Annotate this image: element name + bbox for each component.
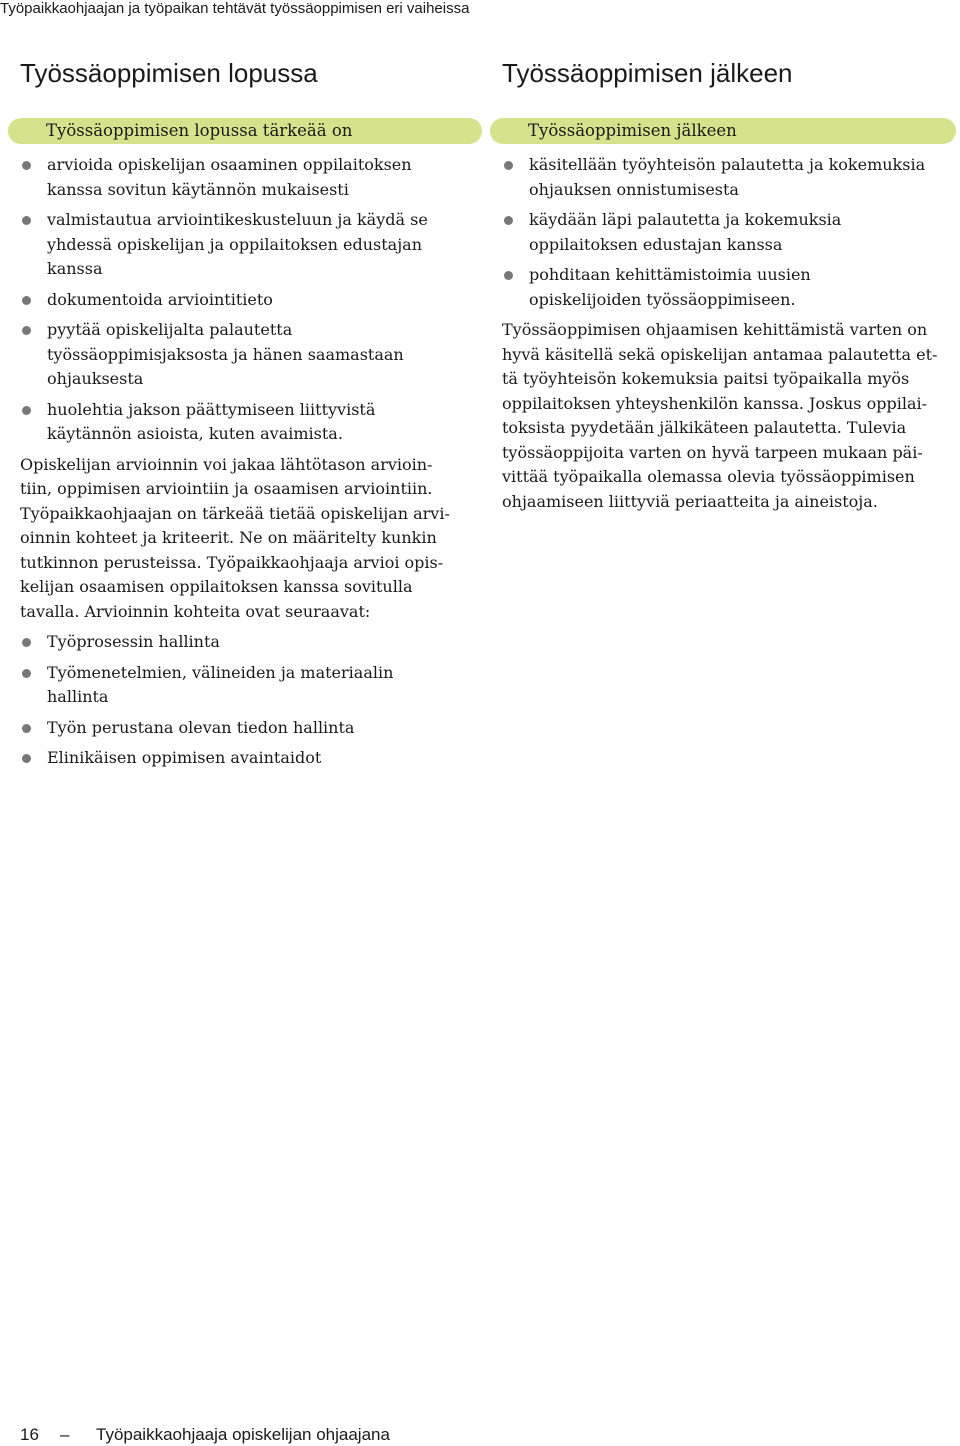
assessment-paragraph: Opiskelijan arvioinnin voi jakaa lähtötason arvioin- tiin, oppimisen arviointiin ja osaamisen arviointiin. Työpaikkaohjaajan on tärkeää tietää opiskelijan arvi- oinnin kohteet ja kriteerit. Ne on määritelty kunkin tutkinnon perusteissa. Työpaikkaohjaaja arvioi opis- kelijan osaamisen oppilaitoksen kanssa sovitulla tavalla. Arvioinnin kohteita ovat seuraavat: <box>20 454 450 621</box>
bullet-list-after <box>502 153 956 312</box>
list-item-text: dokumentoida arviointitieto <box>47 289 273 309</box>
bullet-icon <box>22 406 31 415</box>
list-item-text: Työmenetelmien, välineiden ja materiaalin hallinta <box>47 662 394 706</box>
right-column <box>502 56 956 520</box>
bullet-icon <box>22 724 31 733</box>
development-paragraph: Työssäoppimisen ohjaamisen kehittämistä varten on hyvä käsitellä sekä opiskelijan antamaa palautetta et- tä työyhteisön kokemuksia paitsi työpaikalla myös oppilaitoksen yhteyshenkilön kanssa. Joskus oppilai- toksista pyydetään jälkikäteen palautetta. Tulevia työssäoppijoita varten on hyvä tarpeen mukaan päi- vittää työpaikalla olemassa olevia työssäoppimisen ohjaamiseen liittyviä periaatteita ja aineistoja. <box>502 320 938 511</box>
list-item <box>20 746 486 771</box>
list-item <box>20 318 486 392</box>
left-column <box>20 56 486 777</box>
list-item <box>502 208 956 257</box>
list-item <box>20 630 486 655</box>
list-item <box>502 263 956 312</box>
bullet-icon <box>504 161 513 170</box>
bullet-list-tasks <box>20 153 486 447</box>
page-number: 16 <box>20 1425 39 1444</box>
bullet-icon <box>22 754 31 763</box>
list-item-text: käsitellään työyhteisön palautetta ja kokemuksia ohjauksen onnistumisesta <box>529 155 926 199</box>
list-item <box>20 288 486 313</box>
list-item-text: käydään läpi palautetta ja kokemuksia oppilaitoksen edustajan kanssa <box>529 210 842 254</box>
bullet-icon <box>22 326 31 335</box>
bullet-icon <box>22 296 31 305</box>
list-item-text: pohditaan kehittämistoimia uusien opiskelijoiden työssäoppimiseen. <box>529 265 811 309</box>
list-item-text: pyytää opiskelijalta palautetta työssäoppimisjaksosta ja hänen saamastaan ohjauksesta <box>47 320 404 388</box>
bullet-icon <box>22 638 31 647</box>
page-footer <box>20 1424 390 1446</box>
section-title-after-training: Työssäoppimisen jälkeen <box>502 58 793 88</box>
running-header: Työpaikkaohjaajan ja työpaikan tehtävät työssäoppimisen eri vaiheissa <box>0 0 470 17</box>
list-item-text: huolehtia jakson päättymiseen liittyvistä käytännön asioista, kuten avaimista. <box>47 399 376 443</box>
bullet-list-assessment-targets <box>20 630 486 771</box>
list-item <box>20 153 486 202</box>
list-item-text: Työn perustana olevan tiedon hallinta <box>47 717 355 737</box>
list-item <box>20 716 486 741</box>
list-item <box>502 153 956 202</box>
list-item-text: Työprosessin hallinta <box>47 632 220 651</box>
list-item-text: valmistautua arviointikeskusteluun ja käydä se yhdessä opiskelijan ja oppilaitoksen edustajan kanssa <box>47 210 428 278</box>
list-item-text: Elinikäisen oppimisen avaintaidot <box>47 748 322 767</box>
highlight-band-after: Työssäoppimisen jälkeen <box>490 118 956 144</box>
bullet-icon <box>22 161 31 170</box>
bullet-icon <box>504 216 513 225</box>
list-item-text: arvioida opiskelijan osaaminen oppilaitoksen kanssa sovitun käytännön mukaisesti <box>47 155 412 199</box>
bullet-icon <box>22 669 31 678</box>
section-title-end-of-training: Työssäoppimisen lopussa <box>20 58 318 88</box>
list-item <box>20 661 486 710</box>
footer-separator: – <box>60 1425 70 1444</box>
highlight-band-important: Työssäoppimisen lopussa tärkeää on <box>8 118 482 144</box>
list-item <box>20 208 486 282</box>
bullet-icon <box>504 271 513 280</box>
footer-title: Työpaikkaohjaaja opiskelijan ohjaajana <box>96 1425 390 1444</box>
bullet-icon <box>22 216 31 225</box>
list-item <box>20 398 486 447</box>
